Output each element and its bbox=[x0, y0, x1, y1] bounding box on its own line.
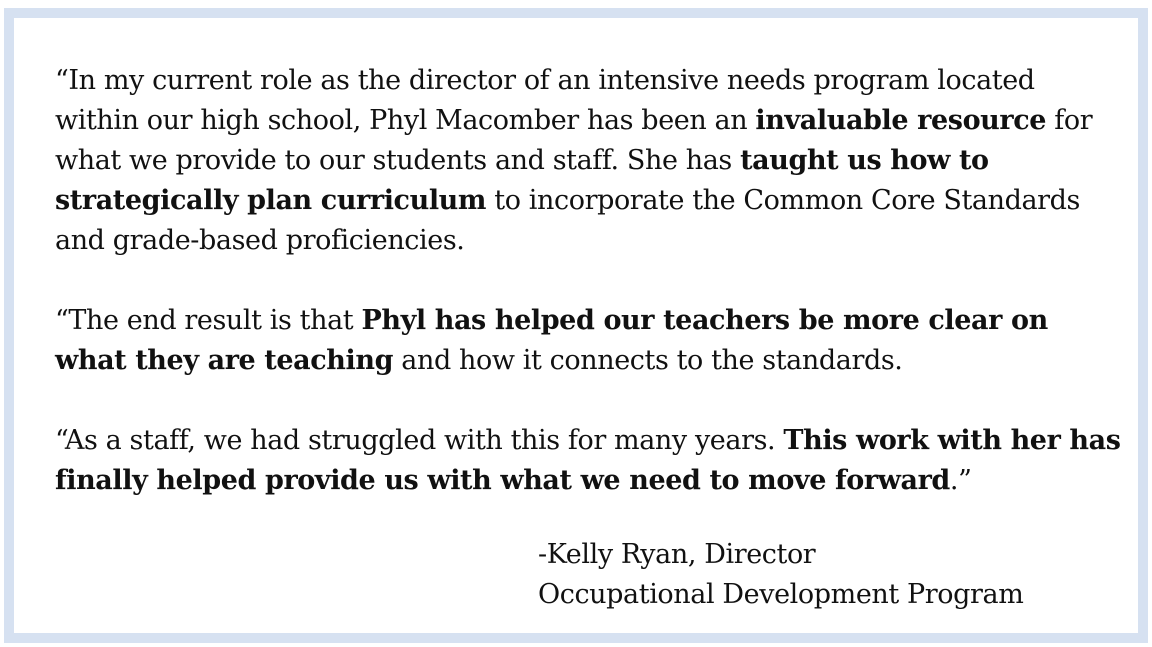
quote-emphasis: This work with her has finally helped provide us with what we need to move forward bbox=[55, 425, 1121, 496]
testimonial-frame bbox=[4, 8, 1148, 643]
quote-text: “As a staff, we had struggled with this for many years. bbox=[55, 425, 784, 456]
quote-paragraph-1 bbox=[55, 61, 1125, 261]
signature-organization: Occupational Development Program bbox=[538, 579, 1024, 610]
quote-text: and how it connects to the standards. bbox=[393, 345, 903, 376]
signature-name: -Kelly Ryan, Director bbox=[538, 539, 816, 570]
quote-paragraph-3 bbox=[55, 421, 1125, 501]
quote-emphasis: Phyl has helped our teachers be more clear on what they are teaching bbox=[55, 305, 1048, 376]
quote-emphasis: invaluable resource bbox=[755, 105, 1047, 136]
quote-text: for what we provide to our students and staff. She has bbox=[55, 105, 1093, 176]
quote-text: “In my current role as the director of an intensive needs program located within our high school, Phyl Macomber has been an bbox=[55, 65, 1035, 136]
quote-paragraph-2 bbox=[55, 301, 1125, 381]
quote-emphasis: taught us how to strategically plan curriculum bbox=[55, 145, 989, 216]
testimonial-quote bbox=[55, 61, 1125, 501]
quote-text: “The end result is that bbox=[55, 305, 362, 336]
quote-text: .” bbox=[949, 465, 972, 496]
quote-text: to incorporate the Common Core Standards and grade-based proficiencies. bbox=[55, 185, 1081, 256]
signature-block bbox=[538, 535, 1023, 615]
